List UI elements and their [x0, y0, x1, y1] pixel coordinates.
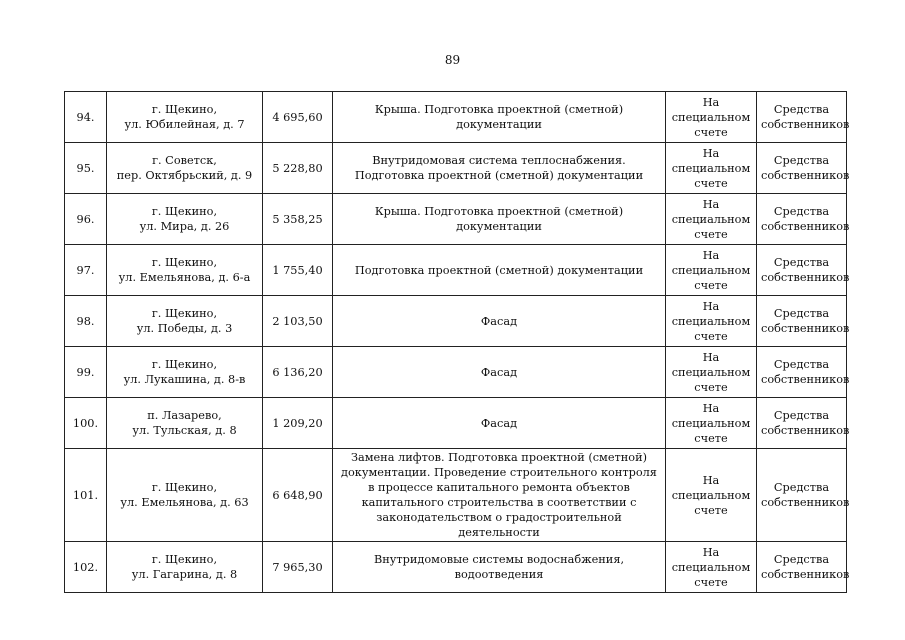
- table-row: [65, 245, 847, 296]
- address-street: ул. Емельянова, д. 6-а: [118, 271, 251, 284]
- work-type-cell: Внутридомовые системы водоснабжения, водоотведения: [333, 542, 666, 593]
- funding-source-cell: Средства собственников: [757, 347, 847, 398]
- address-locality: г. Щекино,: [151, 481, 218, 494]
- address-locality: п. Лазарево,: [147, 409, 222, 422]
- row-number: 102.: [65, 542, 107, 593]
- row-number: 98.: [65, 296, 107, 347]
- address-street: ул. Емельянова, д. 63: [120, 496, 249, 509]
- address-cell: [107, 398, 263, 449]
- address-cell: [107, 449, 263, 542]
- address-cell: [107, 143, 263, 194]
- cost-cell: 6 136,20: [263, 347, 333, 398]
- work-type-cell: Подготовка проектной (сметной) документации: [333, 245, 666, 296]
- cost-cell: 4 695,60: [263, 92, 333, 143]
- table-row: [65, 398, 847, 449]
- account-cell: На специальном счете: [666, 194, 757, 245]
- work-type-cell: Внутридомовая система теплоснабжения. Подготовка проектной (сметной) документации: [333, 143, 666, 194]
- address-locality: г. Советск,: [152, 154, 217, 167]
- address-locality: г. Щекино,: [151, 307, 218, 320]
- cost-cell: 5 228,80: [263, 143, 333, 194]
- address-locality: г. Щекино,: [151, 205, 218, 218]
- address-street: ул. Гагарина, д. 8: [131, 568, 238, 581]
- address-cell: [107, 542, 263, 593]
- funding-source-cell: Средства собственников: [757, 194, 847, 245]
- cost-cell: 1 755,40: [263, 245, 333, 296]
- account-cell: На специальном счете: [666, 92, 757, 143]
- account-cell: На специальном счете: [666, 347, 757, 398]
- address-street: ул. Юбилейная, д. 7: [124, 118, 245, 131]
- cost-cell: 7 965,30: [263, 542, 333, 593]
- funding-source-cell: Средства собственников: [757, 245, 847, 296]
- address-locality: г. Щекино,: [151, 103, 218, 116]
- work-type-cell: Крыша. Подготовка проектной (сметной) документации: [333, 92, 666, 143]
- account-cell: На специальном счете: [666, 296, 757, 347]
- table-row: [65, 296, 847, 347]
- address-cell: [107, 296, 263, 347]
- table-row: [65, 92, 847, 143]
- cost-cell: 1 209,20: [263, 398, 333, 449]
- account-cell: На специальном счете: [666, 449, 757, 542]
- row-number: 101.: [65, 449, 107, 542]
- account-cell: На специальном счете: [666, 143, 757, 194]
- row-number: 100.: [65, 398, 107, 449]
- table-row: [65, 194, 847, 245]
- row-number: 96.: [65, 194, 107, 245]
- funding-source-cell: Средства собственников: [757, 398, 847, 449]
- cost-cell: 6 648,90: [263, 449, 333, 542]
- funding-source-cell: Средства собственников: [757, 143, 847, 194]
- address-locality: г. Щекино,: [151, 256, 218, 269]
- address-street: ул. Тульская, д. 8: [132, 424, 237, 437]
- address-street: ул. Мира, д. 26: [139, 220, 230, 233]
- table-row: [65, 542, 847, 593]
- work-type-cell: Крыша. Подготовка проектной (сметной) документации: [333, 194, 666, 245]
- address-locality: г. Щекино,: [151, 553, 218, 566]
- account-cell: На специальном счете: [666, 245, 757, 296]
- row-number: 95.: [65, 143, 107, 194]
- row-number: 99.: [65, 347, 107, 398]
- address-cell: [107, 245, 263, 296]
- account-cell: На специальном счете: [666, 398, 757, 449]
- address-cell: [107, 347, 263, 398]
- row-number: 97.: [65, 245, 107, 296]
- table-row: [65, 347, 847, 398]
- address-street: пер. Октябрьский, д. 9: [116, 169, 253, 182]
- address-locality: г. Щекино,: [151, 358, 218, 371]
- cost-cell: 5 358,25: [263, 194, 333, 245]
- work-type-cell: Замена лифтов. Подготовка проектной (сметной) документации. Проведение строительного контроля в процессе капитального ремонта объектов капитального строительства в соответствии с законодательством о градостроительной деятельности: [333, 449, 666, 542]
- address-street: ул. Победы, д. 3: [136, 322, 233, 335]
- work-type-cell: Фасад: [333, 398, 666, 449]
- address-cell: [107, 92, 263, 143]
- funding-source-cell: Средства собственников: [757, 92, 847, 143]
- address-cell: [107, 194, 263, 245]
- cost-cell: 2 103,50: [263, 296, 333, 347]
- row-number: 94.: [65, 92, 107, 143]
- funding-source-cell: Средства собственников: [757, 449, 847, 542]
- account-cell: На специальном счете: [666, 542, 757, 593]
- address-street: ул. Лукашина, д. 8-в: [123, 373, 246, 386]
- work-type-cell: Фасад: [333, 296, 666, 347]
- funding-source-cell: Средства собственников: [757, 296, 847, 347]
- page-number: 89: [444, 53, 461, 67]
- table-row: [65, 143, 847, 194]
- funding-source-cell: Средства собственников: [757, 542, 847, 593]
- table-row: [65, 449, 847, 542]
- work-type-cell: Фасад: [333, 347, 666, 398]
- capital-repair-table: [64, 91, 850, 593]
